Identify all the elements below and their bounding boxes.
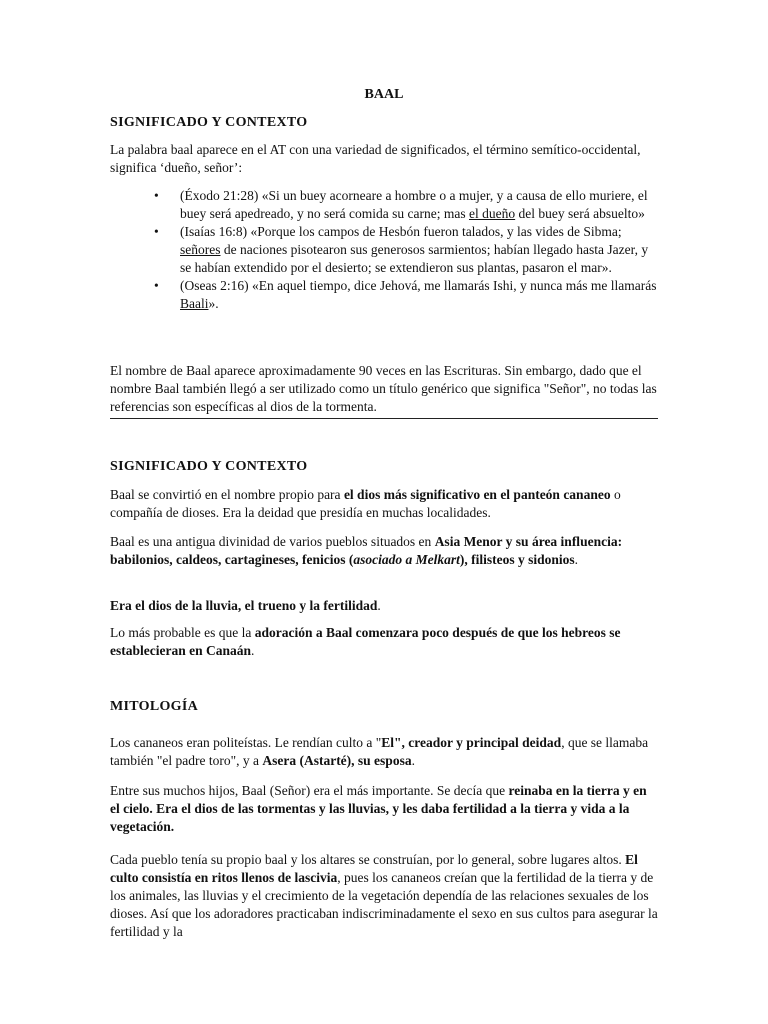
paragraph-divinidad: Baal es una antigua divinidad de varios pueblos situados en Asia Menor y su área influencia: babilonios, caldeos, cartagineses, fenicios (asociado a Melkart), filisteos y sidonios.: [110, 534, 623, 567]
paragraph-hijos-baal: Entre sus muchos hijos, Baal (Señor) era el más importante. Se decía que reinaba en la tierra y en el cielo. Era el dios de las tormentas y las lluvias, y les daba fertilidad a la tierra y vida a la vegetación.: [110, 783, 647, 834]
underlined-term: Baali: [180, 296, 209, 311]
paragraph-politeistas: Los cananeos eran politeístas. Le rendían culto a "El", creador y principal deidad, que se llamaba también "el padre toro", y a Asera (Astarté), su esposa.: [110, 735, 649, 768]
paragraph-culto: Cada pueblo tenía su propio baal y los altares se construían, por lo general, sobre lugares altos. El culto consistía en ritos llenos de lascivia, pues los cananeos creían que la fertilidad de la tierra y de los animales, las lluvias y el crecimiento de la vegetación dependía de las relaciones sexuales de los dioses. Así que los adoradores practicaban indiscriminadamente el sexo en sus cultos para asegurar la fertilidad y la: [110, 852, 658, 939]
section-heading-significado-2: SIGNIFICADO Y CONTEXTO: [110, 459, 308, 474]
list-item: • (Éxodo 21:28) «Si un buey acorneare a hombre o a mujer, y a causa de ello muriere, el buey será apedreado, y no será comida su carne; mas el dueño del buey será absuelto»: [110, 187, 658, 223]
underlined-term: el dueño: [469, 206, 516, 221]
section-heading-significado: SIGNIFICADO Y CONTEXTO: [110, 115, 308, 130]
section-heading-mitologia: MITOLOGÍA: [110, 699, 199, 714]
section-divider: [110, 418, 658, 419]
paragraph-nombre-propio: Baal se convirtió en el nombre propio para el dios más significativo en el panteón cananeo o compañía de dioses. Era la deidad que presidía en muchas localidades.: [110, 487, 621, 520]
document-title: BAAL: [364, 87, 404, 102]
intro-paragraph: La palabra baal aparece en el AT con una variedad de significados, el término semítico-occidental, significa ‘dueño, señor’:: [110, 142, 641, 175]
list-item: • (Isaías 16:8) «Porque los campos de Hesbón fueron talados, y las vides de Sibma; señores de naciones pisotearon sus generosos sarmientos; habían llegado hasta Jazer, y se habían extendido por el desierto; se extendieron sus plantas, pasaron el mar».: [110, 223, 658, 277]
closing-paragraph: El nombre de Baal aparece aproximadamente 90 veces en las Escrituras. Sin embargo, dado que el nombre Baal también llegó a ser utilizado como un título genérico que significa "Señor", no todas las referencias son específicas al dios de la tormenta.: [110, 363, 657, 414]
underlined-term: señores: [180, 242, 221, 257]
paragraph-adoracion: Lo más probable es que la adoración a Baal comenzara poco después de que los hebreos se establecieran en Canaán.: [110, 625, 621, 658]
list-item: • (Oseas 2:16) «En aquel tiempo, dice Jehová, me llamarás Ishi, y nunca más me llamarás Baali».: [110, 277, 658, 313]
paragraph-dios-lluvia: Era el dios de la lluvia, el trueno y la fertilidad.: [110, 598, 381, 613]
bible-quotes-list: [110, 187, 658, 313]
